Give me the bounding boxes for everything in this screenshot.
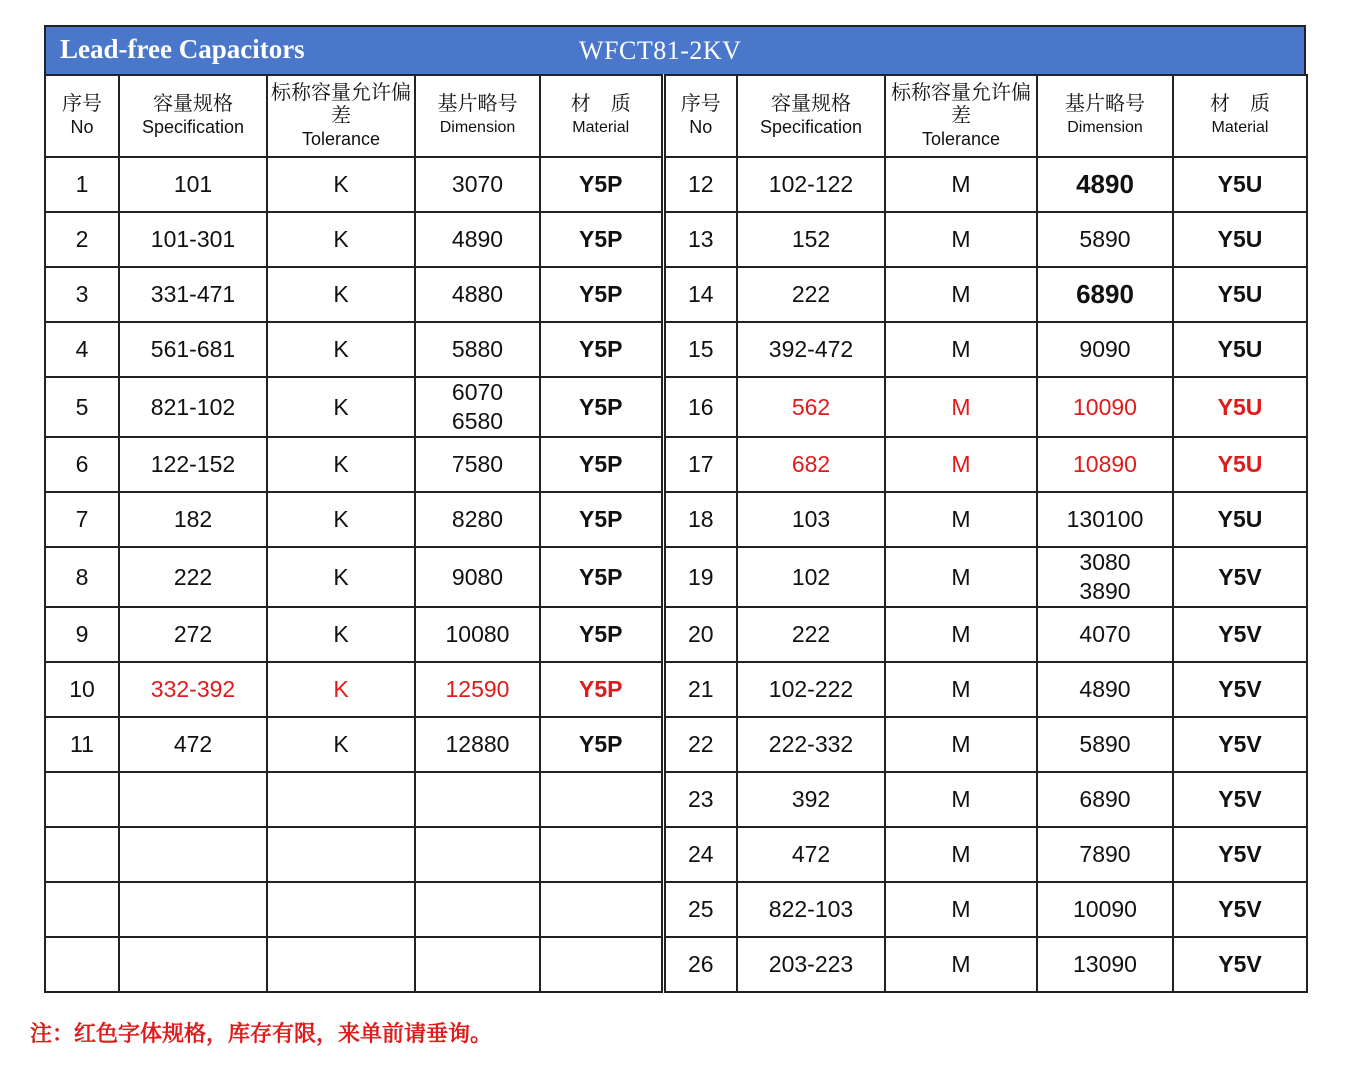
header-no: 序号 No <box>663 75 737 157</box>
row-number: 10 <box>45 662 119 717</box>
material-cell: Y5P <box>540 717 663 772</box>
row-number: 13 <box>663 212 737 267</box>
dimension-cell: 10080 <box>415 607 540 662</box>
row-number: 7 <box>45 492 119 547</box>
spec-cell: 182 <box>119 492 267 547</box>
row-number: 26 <box>663 937 737 992</box>
spec-cell: 822-103 <box>737 882 885 937</box>
material-cell: Y5V <box>1173 547 1307 607</box>
dimension-cell: 6890 <box>1037 267 1173 322</box>
dimension-cell: 8280 <box>415 492 540 547</box>
header-dimension: 基片略号 Dimension <box>415 75 540 157</box>
spec-cell <box>119 827 267 882</box>
tolerance-cell: K <box>267 157 415 212</box>
header-material: 材 质 Material <box>540 75 663 157</box>
page-title: Lead-free Capacitors <box>60 34 305 64</box>
spec-cell: 152 <box>737 212 885 267</box>
dimension-cell: 10890 <box>1037 437 1173 492</box>
material-cell: Y5U <box>1173 322 1307 377</box>
dimension-cell <box>415 772 540 827</box>
material-cell: Y5U <box>1173 212 1307 267</box>
material-cell: Y5P <box>540 157 663 212</box>
row-number: 22 <box>663 717 737 772</box>
dimension-cell: 6890 <box>1037 772 1173 827</box>
row-number: 18 <box>663 492 737 547</box>
tolerance-cell: M <box>885 267 1037 322</box>
row-number: 15 <box>663 322 737 377</box>
material-cell <box>540 772 663 827</box>
header-no: 序号 No <box>45 75 119 157</box>
row-number: 11 <box>45 717 119 772</box>
row-number: 19 <box>663 547 737 607</box>
material-cell: Y5P <box>540 607 663 662</box>
dimension-cell: 10090 <box>1037 377 1173 437</box>
dimension-cell <box>415 882 540 937</box>
row-number <box>45 937 119 992</box>
table-row <box>45 882 1307 937</box>
material-cell: Y5V <box>1173 937 1307 992</box>
row-number: 20 <box>663 607 737 662</box>
table-row <box>45 772 1307 827</box>
table-row <box>45 827 1307 882</box>
spec-cell <box>119 772 267 827</box>
material-cell: Y5V <box>1173 827 1307 882</box>
material-cell <box>540 827 663 882</box>
material-cell: Y5P <box>540 267 663 322</box>
table-row <box>45 492 1307 547</box>
row-number: 2 <box>45 212 119 267</box>
material-cell: Y5V <box>1173 662 1307 717</box>
dimension-cell: 4890 <box>1037 662 1173 717</box>
header-row <box>45 75 1307 157</box>
dimension-cell: 9080 <box>415 547 540 607</box>
dimension-cell: 5890 <box>1037 717 1173 772</box>
capacitor-table <box>44 74 1308 993</box>
dimension-cell: 10090 <box>1037 882 1173 937</box>
material-cell: Y5U <box>1173 437 1307 492</box>
tolerance-cell: K <box>267 547 415 607</box>
footnote: 注：红色字体规格，库存有限，来单前请垂询。 <box>30 1022 493 1047</box>
table-row <box>45 937 1307 992</box>
spec-cell: 272 <box>119 607 267 662</box>
spec-cell: 222 <box>119 547 267 607</box>
dimension-cell: 4880 <box>415 267 540 322</box>
tolerance-cell: M <box>885 827 1037 882</box>
material-cell: Y5P <box>540 662 663 717</box>
dimension-cell: 5880 <box>415 322 540 377</box>
spec-cell: 101 <box>119 157 267 212</box>
material-cell <box>540 937 663 992</box>
tolerance-cell <box>267 882 415 937</box>
spec-cell: 682 <box>737 437 885 492</box>
table-row <box>45 157 1307 212</box>
title-bar <box>44 25 1306 74</box>
tolerance-cell: M <box>885 662 1037 717</box>
row-number: 21 <box>663 662 737 717</box>
row-number <box>45 827 119 882</box>
tolerance-cell: M <box>885 882 1037 937</box>
spec-cell: 472 <box>119 717 267 772</box>
row-number: 9 <box>45 607 119 662</box>
row-number: 8 <box>45 547 119 607</box>
header-spec: 容量规格 Specification <box>737 75 885 157</box>
material-cell: Y5P <box>540 492 663 547</box>
dimension-cell: 12590 <box>415 662 540 717</box>
header-tolerance: 标称容量允许偏差 Tolerance <box>267 75 415 157</box>
table-row <box>45 437 1307 492</box>
material-cell: Y5P <box>540 212 663 267</box>
spec-cell: 222 <box>737 607 885 662</box>
tolerance-cell: K <box>267 267 415 322</box>
tolerance-cell: M <box>885 377 1037 437</box>
spec-cell: 101-301 <box>119 212 267 267</box>
tolerance-cell <box>267 827 415 882</box>
tolerance-cell: M <box>885 772 1037 827</box>
dimension-cell: 6070 6580 <box>415 377 540 437</box>
dimension-cell: 4070 <box>1037 607 1173 662</box>
row-number: 1 <box>45 157 119 212</box>
dimension-cell <box>415 827 540 882</box>
row-number: 17 <box>663 437 737 492</box>
material-cell: Y5P <box>540 437 663 492</box>
tolerance-cell: K <box>267 492 415 547</box>
tolerance-cell <box>267 937 415 992</box>
spec-cell: 222 <box>737 267 885 322</box>
row-number: 3 <box>45 267 119 322</box>
spec-cell: 392-472 <box>737 322 885 377</box>
model-number: WFCT81-2KV <box>579 36 742 65</box>
row-number <box>45 772 119 827</box>
tolerance-cell: K <box>267 662 415 717</box>
spec-cell <box>119 937 267 992</box>
tolerance-cell: M <box>885 157 1037 212</box>
spec-cell: 102 <box>737 547 885 607</box>
material-cell: Y5P <box>540 322 663 377</box>
dimension-cell: 4890 <box>415 212 540 267</box>
tolerance-cell: M <box>885 212 1037 267</box>
tolerance-cell: K <box>267 717 415 772</box>
material-cell: Y5U <box>1173 157 1307 212</box>
material-cell: Y5U <box>1173 492 1307 547</box>
row-number: 25 <box>663 882 737 937</box>
row-number: 6 <box>45 437 119 492</box>
header-dimension: 基片略号 Dimension <box>1037 75 1173 157</box>
dimension-cell: 3070 <box>415 157 540 212</box>
material-cell: Y5V <box>1173 882 1307 937</box>
material-cell <box>540 882 663 937</box>
material-cell: Y5V <box>1173 607 1307 662</box>
tolerance-cell: K <box>267 437 415 492</box>
table-row <box>45 547 1307 607</box>
spec-cell: 472 <box>737 827 885 882</box>
table-row <box>45 377 1307 437</box>
dimension-cell: 130100 <box>1037 492 1173 547</box>
dimension-cell: 7580 <box>415 437 540 492</box>
spec-cell: 332-392 <box>119 662 267 717</box>
table-row <box>45 267 1307 322</box>
dimension-cell: 9090 <box>1037 322 1173 377</box>
spec-cell: 103 <box>737 492 885 547</box>
spec-cell: 561-681 <box>119 322 267 377</box>
dimension-cell <box>415 937 540 992</box>
spec-cell: 562 <box>737 377 885 437</box>
spec-cell <box>119 882 267 937</box>
table-row <box>45 607 1307 662</box>
tolerance-cell: M <box>885 937 1037 992</box>
row-number: 12 <box>663 157 737 212</box>
dimension-cell: 3080 3890 <box>1037 547 1173 607</box>
dimension-cell: 7890 <box>1037 827 1173 882</box>
spec-cell: 222-332 <box>737 717 885 772</box>
table-row <box>45 212 1307 267</box>
row-number: 14 <box>663 267 737 322</box>
dimension-cell: 5890 <box>1037 212 1173 267</box>
tolerance-cell: K <box>267 212 415 267</box>
material-cell: Y5U <box>1173 377 1307 437</box>
row-number: 23 <box>663 772 737 827</box>
row-number: 4 <box>45 322 119 377</box>
tolerance-cell: K <box>267 322 415 377</box>
spec-cell: 331-471 <box>119 267 267 322</box>
material-cell: Y5V <box>1173 772 1307 827</box>
spec-cell: 102-222 <box>737 662 885 717</box>
tolerance-cell: M <box>885 437 1037 492</box>
dimension-cell: 4890 <box>1037 157 1173 212</box>
material-cell: Y5U <box>1173 267 1307 322</box>
row-number: 16 <box>663 377 737 437</box>
tolerance-cell: M <box>885 492 1037 547</box>
row-number: 24 <box>663 827 737 882</box>
spec-cell: 392 <box>737 772 885 827</box>
tolerance-cell: M <box>885 547 1037 607</box>
tolerance-cell: K <box>267 377 415 437</box>
material-cell: Y5P <box>540 377 663 437</box>
table-row <box>45 717 1307 772</box>
spec-cell: 122-152 <box>119 437 267 492</box>
table-row <box>45 662 1307 717</box>
spec-cell: 203-223 <box>737 937 885 992</box>
tolerance-cell: M <box>885 322 1037 377</box>
dimension-cell: 12880 <box>415 717 540 772</box>
tolerance-cell: K <box>267 607 415 662</box>
tolerance-cell: M <box>885 717 1037 772</box>
row-number: 5 <box>45 377 119 437</box>
header-tolerance: 标称容量允许偏差 Tolerance <box>885 75 1037 157</box>
material-cell: Y5V <box>1173 717 1307 772</box>
spec-cell: 821-102 <box>119 377 267 437</box>
header-spec: 容量规格 Specification <box>119 75 267 157</box>
dimension-cell: 13090 <box>1037 937 1173 992</box>
spec-cell: 102-122 <box>737 157 885 212</box>
tolerance-cell <box>267 772 415 827</box>
header-material: 材 质 Material <box>1173 75 1307 157</box>
material-cell: Y5P <box>540 547 663 607</box>
table-row <box>45 322 1307 377</box>
tolerance-cell: M <box>885 607 1037 662</box>
product-sheet <box>44 25 1306 993</box>
row-number <box>45 882 119 937</box>
